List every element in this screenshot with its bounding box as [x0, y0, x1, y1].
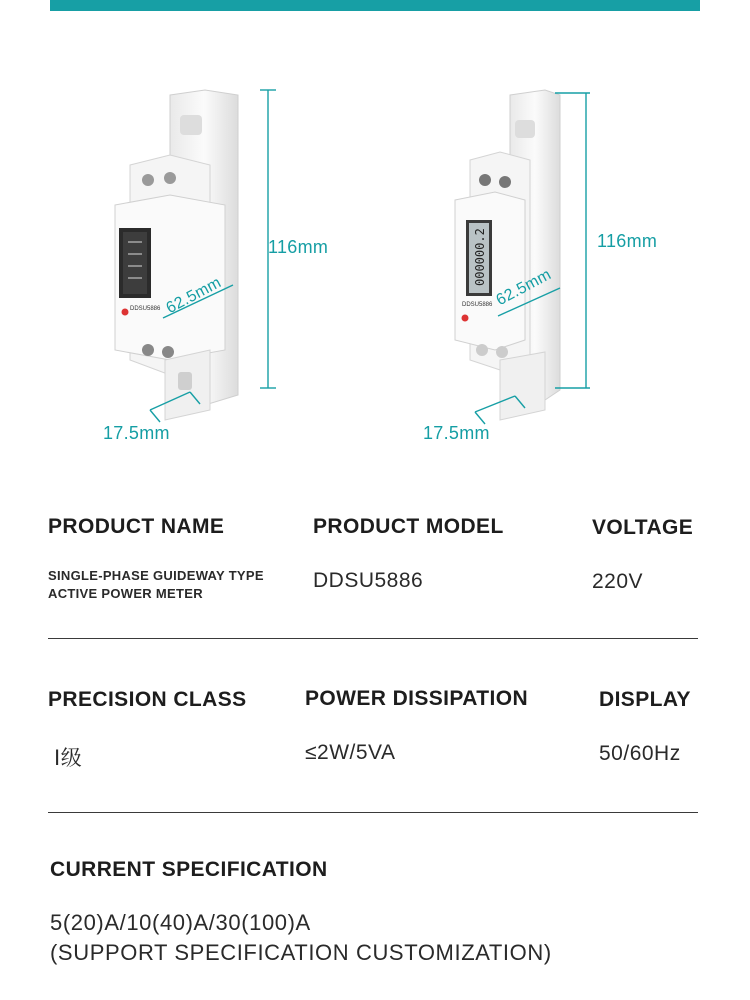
left-meter: [115, 90, 238, 420]
current-specification-block: [50, 858, 552, 968]
voltage-value: 220V: [592, 570, 644, 593]
current-specification-value-line2: (SUPPORT SPECIFICATION CUSTOMIZATION): [50, 940, 552, 965]
left-width-label: 17.5mm: [103, 423, 170, 443]
power-dissipation-block: [305, 687, 528, 765]
left-height-label: 116mm: [268, 237, 329, 257]
product-figure: [0, 60, 750, 460]
product-model-value: DDSU5886: [313, 569, 424, 592]
right-meter: [455, 90, 560, 420]
top-accent-bar: [50, 0, 700, 11]
left-meter-model-text: DDSU5886: [130, 306, 161, 312]
product-name-block: [48, 515, 264, 603]
product-name-value-line2: ACTIVE POWER METER: [48, 586, 203, 601]
product-model-label: PRODUCT MODEL: [313, 515, 504, 538]
meter-illustration: [0, 60, 750, 460]
right-depth-label: 62.5mm: [493, 266, 555, 310]
display-block: [599, 688, 691, 766]
current-specification-value-line1: 5(20)A/10(40)A/30(100)A: [50, 910, 311, 935]
display-label: DISPLAY: [599, 688, 691, 711]
power-dissipation-value: ≤2W/5VA: [305, 741, 396, 764]
product-name-label: PRODUCT NAME: [48, 515, 225, 538]
divider-2: [48, 812, 698, 813]
right-meter-display-text: 000000.2: [473, 228, 487, 286]
left-depth-label: 62.5mm: [163, 274, 225, 318]
right-height-label: 116mm: [597, 231, 658, 251]
voltage-label: VOLTAGE: [592, 516, 694, 539]
power-dissipation-label: POWER DISSIPATION: [305, 687, 529, 710]
precision-class-block: [48, 688, 247, 772]
voltage-block: [592, 516, 693, 594]
right-meter-model-text: DDSU5886: [462, 302, 493, 308]
product-model-block: [313, 515, 504, 593]
divider-1: [48, 638, 698, 639]
precision-class-value: Ⅰ级: [54, 747, 83, 770]
right-width-label: 17.5mm: [423, 423, 490, 443]
precision-class-label: PRECISION CLASS: [48, 688, 247, 711]
display-value: 50/60Hz: [599, 742, 681, 765]
product-name-value-line1: SINGLE-PHASE GUIDEWAY TYPE: [48, 568, 264, 583]
current-specification-label: CURRENT SPECIFICATION: [50, 858, 328, 881]
